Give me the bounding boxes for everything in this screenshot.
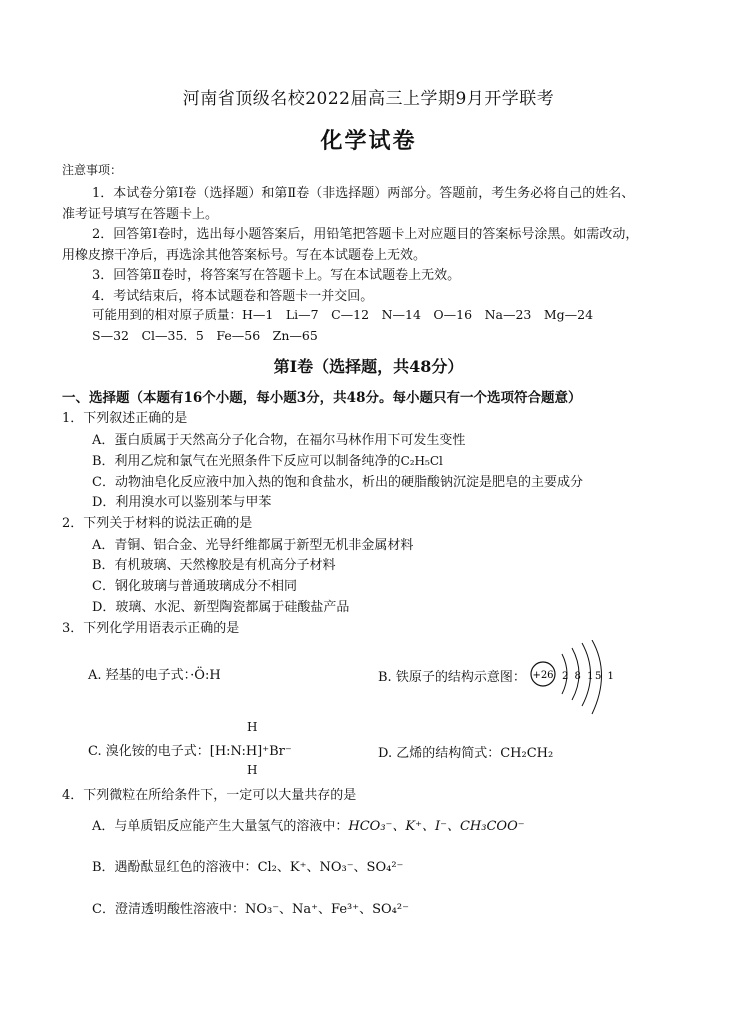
q1-option-c: C．动物油皂化反应液中加入热的饱和食盐水，析出的硬脂酸钠沉淀是肥皂的主要成分: [92, 475, 583, 490]
q4-option-b-ions: Cl₂、K⁺、NO₃⁻、SO₄²⁻: [257, 860, 404, 875]
iron-atom-structure-diagram: [526, 640, 616, 720]
q1-option-b-formula: C₂H₅Cl: [400, 454, 443, 468]
q3-option-a-formula: ·Ö:H: [190, 668, 221, 683]
q4-option-a: [92, 815, 525, 834]
q2-option-c: C．钢化玻璃与普通玻璃成分不相同: [92, 579, 297, 594]
note-1-line-2: 准考证号填写在答题卡上。: [62, 207, 219, 222]
q1-option-b-text: B．利用乙烷和氯气在光照条件下反应可以制备纯净的: [92, 454, 401, 469]
part-title: 一、选择题（本题有16个小题，每小题3分，共48分。每小题只有一个选项符合题意）: [62, 390, 582, 406]
q3-option-a: [88, 664, 221, 683]
q3-option-d-label: D. 乙烯的结构简式：: [378, 746, 501, 761]
note-3: 3．回答第Ⅱ卷时，将答案写在答题卡上。写在本试题卷上无效。: [92, 268, 461, 283]
q3-option-d-formula: CH₂CH₂: [500, 746, 554, 761]
q3-option-c-formula: [H:N:H]⁺Br⁻: [209, 744, 292, 759]
q1-option-d: D．利用溴水可以鉴别苯与甲苯: [92, 495, 272, 510]
q4-option-b-text: B．遇酚酞显红色的溶液中：: [92, 860, 258, 875]
notes-heading: 注意事项：: [62, 163, 123, 177]
q3-option-c-label: C. 溴化铵的电子式：: [88, 744, 210, 759]
q2-stem: 2．下列关于材料的说法正确的是: [62, 516, 253, 531]
note-1-line-1: 1．本试卷分第Ⅰ卷（选择题）和第Ⅱ卷（非选择题）两部分。答题前，考生务必将自己的姓名、: [92, 186, 635, 201]
note-4: 4．考试结束后，将本试题卷和答题卡一并交回。: [92, 289, 374, 304]
q2-option-d: D．玻璃、水泥、新型陶瓷都属于硅酸盐产品: [92, 600, 350, 615]
q1-option-a: A．蛋白质属于天然高分子化合物，在福尔马林作用下可发生变性: [92, 433, 466, 448]
subject-title: 化学试卷: [320, 128, 417, 154]
q2-option-a: A．青铜、铝合金、光导纤维都属于新型无机非金属材料: [92, 538, 414, 553]
q3-c-top-h: H: [247, 720, 258, 734]
note-2-line-2: 用橡皮擦干净后，再选涂其他答案标号。写在本试题卷上无效。: [62, 248, 427, 263]
q3-option-b: [378, 666, 526, 685]
q2-option-b: B．有机玻璃、天然橡胶是有机高分子材料: [92, 558, 336, 573]
q4-option-a-ions: HCO₃⁻、K⁺、I⁻、CH₃COO⁻: [348, 819, 525, 834]
atomic-masses-line-1: 可能用到的相对原子质量：H—1 Li—7 C—12 N—14 O—16 Na—23 Mg—24: [92, 307, 594, 322]
atomic-masses-line-2: S—32 Cl—35．5 Fe—56 Zn—65: [92, 328, 318, 343]
q3-option-c: [88, 740, 292, 759]
q3-option-d: [378, 742, 553, 761]
q3-stem: 3．下列化学用语表示正确的是: [62, 621, 240, 636]
q1-stem: 1．下列叙述正确的是: [62, 411, 188, 426]
exam-title: 河南省顶级名校2022届高三上学期9月开学联考: [182, 89, 555, 109]
q4-stem: 4．下列微粒在所给条件下，一定可以大量共存的是: [62, 788, 357, 803]
q1-option-b: [92, 450, 443, 469]
electron-counts: 2 8 15 1: [562, 671, 616, 682]
q4-option-c-text: C．澄清透明酸性溶液中：: [92, 902, 245, 917]
q4-option-a-text: A．与单质铝反应能产生大量氢气的溶液中：: [92, 819, 349, 834]
q3-option-a-label: A. 羟基的电子式：: [88, 668, 191, 683]
nucleus-charge: +26: [532, 670, 554, 681]
q3-c-bottom-h: H: [247, 763, 258, 777]
q3-option-b-label: B. 铁原子的结构示意图：: [378, 670, 526, 685]
q4-option-c: [92, 898, 409, 917]
q4-option-b: [92, 856, 403, 875]
q4-option-c-ions: NO₃⁻、Na⁺、Fe³⁺、SO₄²⁻: [244, 902, 409, 917]
note-2-line-1: 2．回答第Ⅰ卷时，选出每小题答案后，用铅笔把答题卡上对应题目的答案标号涂黑。如需改动，: [92, 227, 639, 242]
section-title: 第Ⅰ卷（选择题，共48分）: [273, 357, 464, 376]
